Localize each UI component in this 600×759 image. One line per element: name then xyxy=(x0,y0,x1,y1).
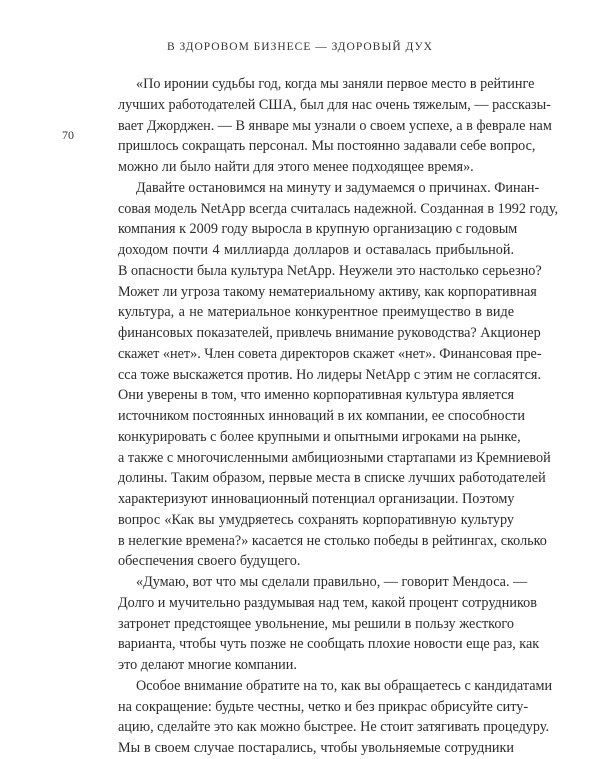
text-line: Они уверены в том, что именно корпоративная культура является xyxy=(118,387,514,404)
text-line: совая модель NetApp всегда считалась надежной. Созданная в 1992 году, xyxy=(118,200,559,217)
text-line: характеризуют инновационный потенциал организации. Поэтому xyxy=(118,491,515,507)
text-line: вает Джорджен. — В январе мы узнали о своем успехе, а в феврале нам xyxy=(118,117,552,134)
text-line: Долго и мучительно раздумывая над тем, какой процент сотрудников xyxy=(118,594,537,611)
text-line: на сокращение: будьте честны, четко и без прикрас обрисуйте ситу- xyxy=(118,698,529,715)
text-line: лучших работодателей США, был для нас очень тяжелым, — рассказы- xyxy=(118,96,551,113)
text-line: вопрос «Как вы умудряетесь сохранять корпоративную культуру xyxy=(118,511,514,528)
text-line: источником постоянных инноваций в их компании, ее способности xyxy=(118,408,525,424)
text-line: конкурировать с более крупными и опытными игроками на рынке, xyxy=(118,428,521,445)
page-number: 70 xyxy=(62,128,74,142)
text-line: ацию, сделайте это как можно быстрее. Не стоит затягивать процедуру. xyxy=(118,719,550,736)
text-line: это делают многие компании. xyxy=(118,657,297,673)
text-line: культура, а не материальное конкурентное преимущество в виде xyxy=(118,304,514,321)
text-line: обеспечения своего будущего. xyxy=(118,553,301,570)
body-text xyxy=(118,74,559,759)
text-line: пришлось сокращать персонал. Мы постоянно задавали себе вопрос, xyxy=(118,138,536,155)
text-line: Давайте остановимся на минуту и задумаемся о причинах. Финан- xyxy=(136,179,540,196)
running-head: В ЗДОРОВОМ БИЗНЕСЕ — ЗДОРОВЫЙ ДУХ xyxy=(167,41,433,53)
text-line: а также с многочисленными амбициозными стартапами из Кремниевой xyxy=(118,449,551,466)
text-line: скажет «нет». Член совета директоров скажет «нет». Финансовая пре- xyxy=(118,345,542,362)
text-line: В опасности была культура NetApp. Неужели это настолько серьезно? xyxy=(118,262,542,279)
text-line: финансовых показателей, привлечь внимание руководства? Акционер xyxy=(118,325,541,341)
text-line: сса тоже выскажется против. Но лидеры NetApp с этим не согласятся. xyxy=(118,366,541,383)
text-line: Мы в своем случае постарались, чтобы увольняемые сотрудники xyxy=(118,740,514,756)
text-line: Может ли угроза такому нематериальному активу, как корпоративная xyxy=(118,283,537,300)
text-line: доходом почти 4 миллиарда долларов и оставалась прибыльной. xyxy=(118,242,514,258)
text-line: Особое внимание обратите на то, как вы обращаетесь с кандидатами xyxy=(136,677,553,694)
text-line: «Думаю, вот что мы сделали правильно, — говорит Мендоса. — xyxy=(136,574,528,590)
text-line: затронет предстоящее увольнение, мы решили в пользу жесткого xyxy=(118,615,514,632)
text-line: компания к 2009 году выросла в крупную организацию с годовым xyxy=(118,221,518,238)
text-line: долины. Таким образом, первые места в списке лучших работодателей xyxy=(118,470,546,487)
text-line: можно ли было найти для этого менее подходящее время». xyxy=(118,159,474,175)
text-line: «По иронии судьбы год, когда мы заняли первое место в рейтинге xyxy=(136,76,535,92)
text-line: в нелегкие времена?» касается не столько победы в рейтингах, сколько xyxy=(118,532,547,549)
text-line: варианта, чтобы чуть позже не сообщать плохие новости еще раз, как xyxy=(118,636,540,653)
